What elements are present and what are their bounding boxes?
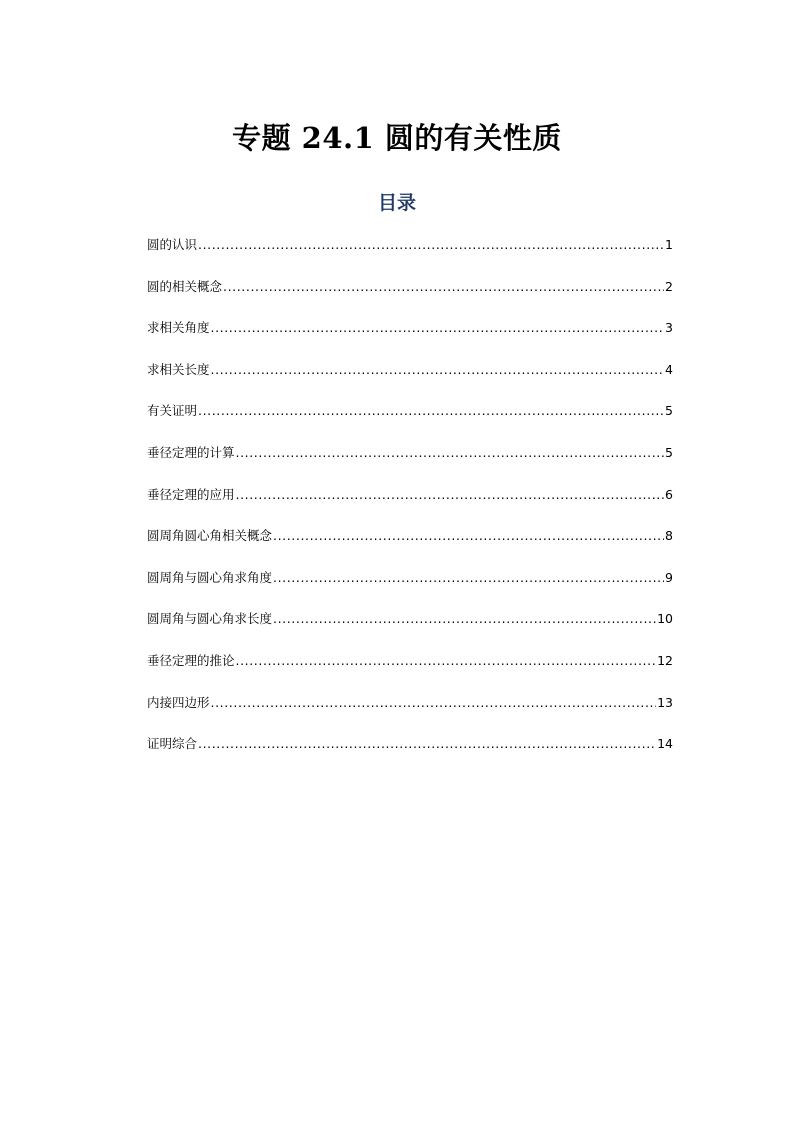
toc-dot-leader: [198, 402, 664, 420]
toc-entry-page: 14: [657, 736, 673, 752]
toc-entry-page: 5: [665, 444, 673, 460]
toc-entry-page: 9: [665, 569, 673, 585]
toc-entry-label: 圆的相关概念: [147, 278, 223, 294]
toc-entry-page: 13: [657, 694, 673, 710]
toc-entry-label: 有关证明: [147, 403, 198, 419]
toc-dot-leader: [211, 694, 657, 712]
toc-entry-label: 圆周角圆心角相关概念: [147, 528, 273, 544]
toc-entry[interactable]: [147, 444, 673, 486]
toc-entry-page: 1: [665, 237, 673, 252]
toc-dot-leader: [211, 319, 665, 337]
toc-entry-label: 求相关长度: [147, 361, 210, 377]
toc-entry[interactable]: [147, 278, 673, 320]
toc-entry-page: 3: [665, 320, 673, 336]
toc-dot-leader: [273, 569, 664, 587]
toc-dot-leader: [223, 278, 664, 296]
toc-entry-label: 证明综合: [147, 736, 198, 752]
toc-entry[interactable]: [147, 361, 673, 403]
toc-entry-page: 12: [657, 652, 673, 668]
toc-dot-leader: [236, 486, 665, 504]
toc-entry-page: 4: [665, 361, 673, 377]
toc-entry[interactable]: [147, 652, 673, 694]
toc-entry[interactable]: [147, 402, 673, 444]
toc-dot-leader: [273, 610, 656, 628]
toc-dot-leader: [236, 652, 657, 670]
toc-heading: 目录: [377, 192, 416, 214]
toc-entry-page: 8: [665, 528, 673, 544]
toc-entry[interactable]: [147, 527, 673, 569]
toc-entry-label: 内接四边形: [147, 694, 210, 710]
toc-dot-leader: [211, 361, 665, 379]
toc-dot-leader: [273, 527, 664, 545]
toc-entry-label: 求相关角度: [147, 320, 210, 336]
toc-entry-label: 圆的认识: [147, 237, 198, 252]
toc-entry-label: 圆周角与圆心角求长度: [147, 611, 273, 627]
document-title: 专题 24.1 圆的有关性质: [232, 121, 562, 155]
table-of-contents: [147, 236, 673, 777]
toc-dot-leader: [236, 444, 665, 462]
toc-entry[interactable]: [147, 236, 673, 278]
toc-entry[interactable]: [147, 319, 673, 361]
toc-entry[interactable]: [147, 610, 673, 652]
toc-entry-page: 5: [665, 403, 673, 419]
toc-entry-page: 6: [665, 486, 673, 502]
toc-entry[interactable]: [147, 735, 673, 777]
toc-entry[interactable]: [147, 486, 673, 528]
toc-entry-page: 2: [665, 278, 673, 294]
toc-entry-label: 圆周角与圆心角求角度: [147, 569, 273, 585]
toc-entry[interactable]: [147, 569, 673, 611]
toc-entry-label: 垂径定理的应用: [147, 486, 235, 502]
toc-entry-label: 垂径定理的推论: [147, 652, 235, 668]
toc-dot-leader: [198, 735, 656, 753]
toc-entry[interactable]: [147, 694, 673, 736]
toc-entry-label: 垂径定理的计算: [147, 444, 235, 460]
toc-entry-page: 10: [657, 611, 673, 627]
toc-dot-leader: [198, 236, 664, 254]
